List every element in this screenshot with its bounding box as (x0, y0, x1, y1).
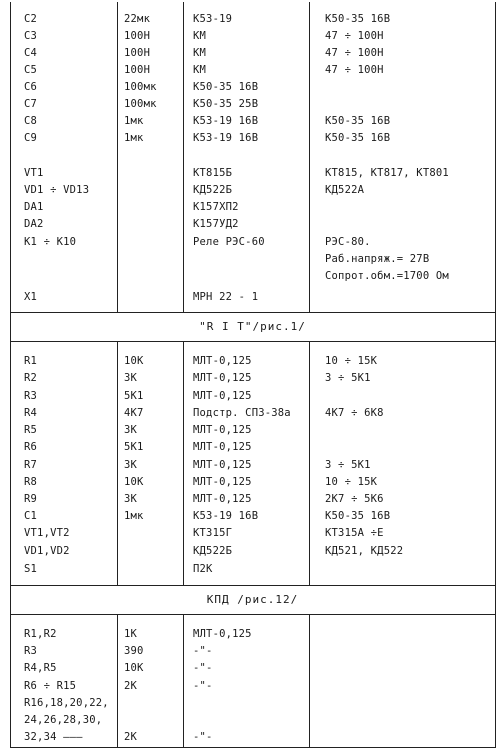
component-ref: 24,26,28,30, (24, 714, 103, 726)
column-divider-1 (117, 2, 118, 312)
component-alternative: Сопрот.обм.=1700 Ом (325, 270, 449, 282)
component-ref: DA2 (24, 218, 44, 230)
component-value: 22мк (124, 13, 151, 25)
component-ref: К1 ÷ К10 (24, 236, 77, 248)
table-frame (10, 2, 496, 748)
component-type: КТ815Б (193, 167, 233, 179)
column-divider-2 (183, 2, 184, 312)
component-value: 10К (124, 355, 144, 367)
component-type: МЛТ-0,125 (193, 355, 252, 367)
component-ref: C3 (24, 30, 38, 42)
component-ref: VD1 ÷ VD13 (24, 184, 90, 196)
component-type: МЛТ-0,125 (193, 459, 252, 471)
section-divider (10, 341, 495, 342)
component-type: К53-19 (193, 13, 233, 25)
component-alternative: КТ315А ÷Е (325, 527, 384, 539)
component-type: К53-19 16В (193, 132, 259, 144)
component-alternative: КД522А (325, 184, 365, 196)
component-alternative: 47 ÷ 100Н (325, 64, 384, 76)
component-alternative: К50-35 16В (325, 13, 391, 25)
component-value: 1мк (124, 115, 144, 127)
component-value: 5К1 (124, 390, 144, 402)
component-ref: R16,18,20,22, (24, 697, 109, 709)
component-type: МЛТ-0,125 (193, 390, 252, 402)
component-type: МЛТ-0,125 (193, 493, 252, 505)
component-ref: C2 (24, 13, 38, 25)
component-type: К157УД2 (193, 218, 239, 230)
component-ref: VT1,VT2 (24, 527, 70, 539)
column-divider-2 (183, 614, 184, 747)
component-type: -"- (193, 731, 213, 743)
section-title-kpd: КПД /рис.12/ (206, 593, 299, 606)
component-ref: C6 (24, 81, 38, 93)
component-value: 4К7 (124, 407, 144, 419)
component-alternative: 3 ÷ 5К1 (325, 372, 371, 384)
component-type: Реле РЭС-60 (193, 236, 265, 248)
component-value: 100Н (124, 30, 151, 42)
component-value: 1мк (124, 510, 144, 522)
component-ref: R6 ÷ R15 (24, 680, 77, 692)
component-alternative: К50-35 16В (325, 115, 391, 127)
component-type: КД522Б (193, 545, 233, 557)
component-value: 100Н (124, 64, 151, 76)
component-alternative: КД521, КД522 (325, 545, 404, 557)
component-alternative: РЭС-80. (325, 236, 371, 248)
component-ref: 32,34 ——— (24, 731, 83, 743)
component-ref: S1 (24, 563, 38, 575)
component-ref: C7 (24, 98, 38, 110)
component-type: МЛТ-0,125 (193, 424, 252, 436)
component-type: МЛТ-0,125 (193, 441, 252, 453)
component-ref: C5 (24, 64, 38, 76)
component-ref: R4 (24, 407, 38, 419)
component-value: 5К1 (124, 441, 144, 453)
component-type: К53-19 16В (193, 510, 259, 522)
component-ref: R1 (24, 355, 38, 367)
section-divider (10, 312, 495, 313)
component-value: 100мк (124, 81, 157, 93)
component-value: 3К (124, 372, 138, 384)
component-alternative: 10 ÷ 15К (325, 355, 378, 367)
component-type: МЛТ-0,125 (193, 476, 252, 488)
component-value: 3К (124, 424, 138, 436)
component-ref: VD1,VD2 (24, 545, 70, 557)
component-ref: X1 (24, 291, 38, 303)
component-type: П2К (193, 563, 213, 575)
column-divider-3 (309, 341, 310, 585)
component-ref: R4,R5 (24, 662, 57, 674)
component-value: 1К (124, 628, 138, 640)
component-type: КМ (193, 30, 207, 42)
component-type: МЛТ-0,125 (193, 628, 252, 640)
section-divider (10, 614, 495, 615)
component-ref: R9 (24, 493, 38, 505)
component-alternative: КТ815, КТ817, КТ801 (325, 167, 449, 179)
component-ref: R7 (24, 459, 38, 471)
component-type: К50-35 16В (193, 81, 259, 93)
component-value: 10К (124, 662, 144, 674)
component-alternative: 10 ÷ 15К (325, 476, 378, 488)
component-ref: R5 (24, 424, 38, 436)
component-ref: R3 (24, 645, 38, 657)
component-ref: C1 (24, 510, 38, 522)
component-ref: R6 (24, 441, 38, 453)
section-divider (10, 585, 495, 586)
component-type: Подстр. СП3-38а (193, 407, 291, 419)
component-alternative: 2К7 ÷ 5К6 (325, 493, 384, 505)
component-type: МРН 22 - 1 (193, 291, 259, 303)
component-type: КД522Б (193, 184, 233, 196)
column-divider-3 (309, 2, 310, 312)
component-type: КМ (193, 47, 207, 59)
component-alternative: К50-35 16В (325, 510, 391, 522)
component-value: 3К (124, 459, 138, 471)
component-alternative: 3 ÷ 5К1 (325, 459, 371, 471)
component-value: 2К (124, 680, 138, 692)
column-divider-1 (117, 614, 118, 747)
section-title-rit: "R I T"/рис.1/ (199, 320, 306, 333)
component-value: 3К (124, 493, 138, 505)
column-divider-1 (117, 341, 118, 585)
component-ref: C4 (24, 47, 38, 59)
component-type: -"- (193, 662, 213, 674)
component-ref: R3 (24, 390, 38, 402)
component-type: -"- (193, 680, 213, 692)
component-ref: R8 (24, 476, 38, 488)
component-value: 2К (124, 731, 138, 743)
component-value: 100мк (124, 98, 157, 110)
component-alternative: Раб.напряж.= 27В (325, 253, 430, 265)
component-type: МЛТ-0,125 (193, 372, 252, 384)
component-type: К50-35 25В (193, 98, 259, 110)
component-ref: R1,R2 (24, 628, 57, 640)
component-type: КМ (193, 64, 207, 76)
component-value: 390 (124, 645, 144, 657)
column-divider-3 (309, 614, 310, 747)
component-ref: R2 (24, 372, 38, 384)
component-alternative: 47 ÷ 100Н (325, 30, 384, 42)
component-value: 10К (124, 476, 144, 488)
component-type: -"- (193, 645, 213, 657)
component-ref: VT1 (24, 167, 44, 179)
component-alternative: 4К7 ÷ 6К8 (325, 407, 384, 419)
component-ref: C9 (24, 132, 38, 144)
component-value: 100Н (124, 47, 151, 59)
component-type: КТ315Г (193, 527, 233, 539)
component-ref: DA1 (24, 201, 44, 213)
component-ref: C8 (24, 115, 38, 127)
column-divider-2 (183, 341, 184, 585)
component-alternative: К50-35 16В (325, 132, 391, 144)
component-value: 1мк (124, 132, 144, 144)
component-type: К157ХП2 (193, 201, 239, 213)
component-type: К53-19 16В (193, 115, 259, 127)
component-alternative: 47 ÷ 100Н (325, 47, 384, 59)
